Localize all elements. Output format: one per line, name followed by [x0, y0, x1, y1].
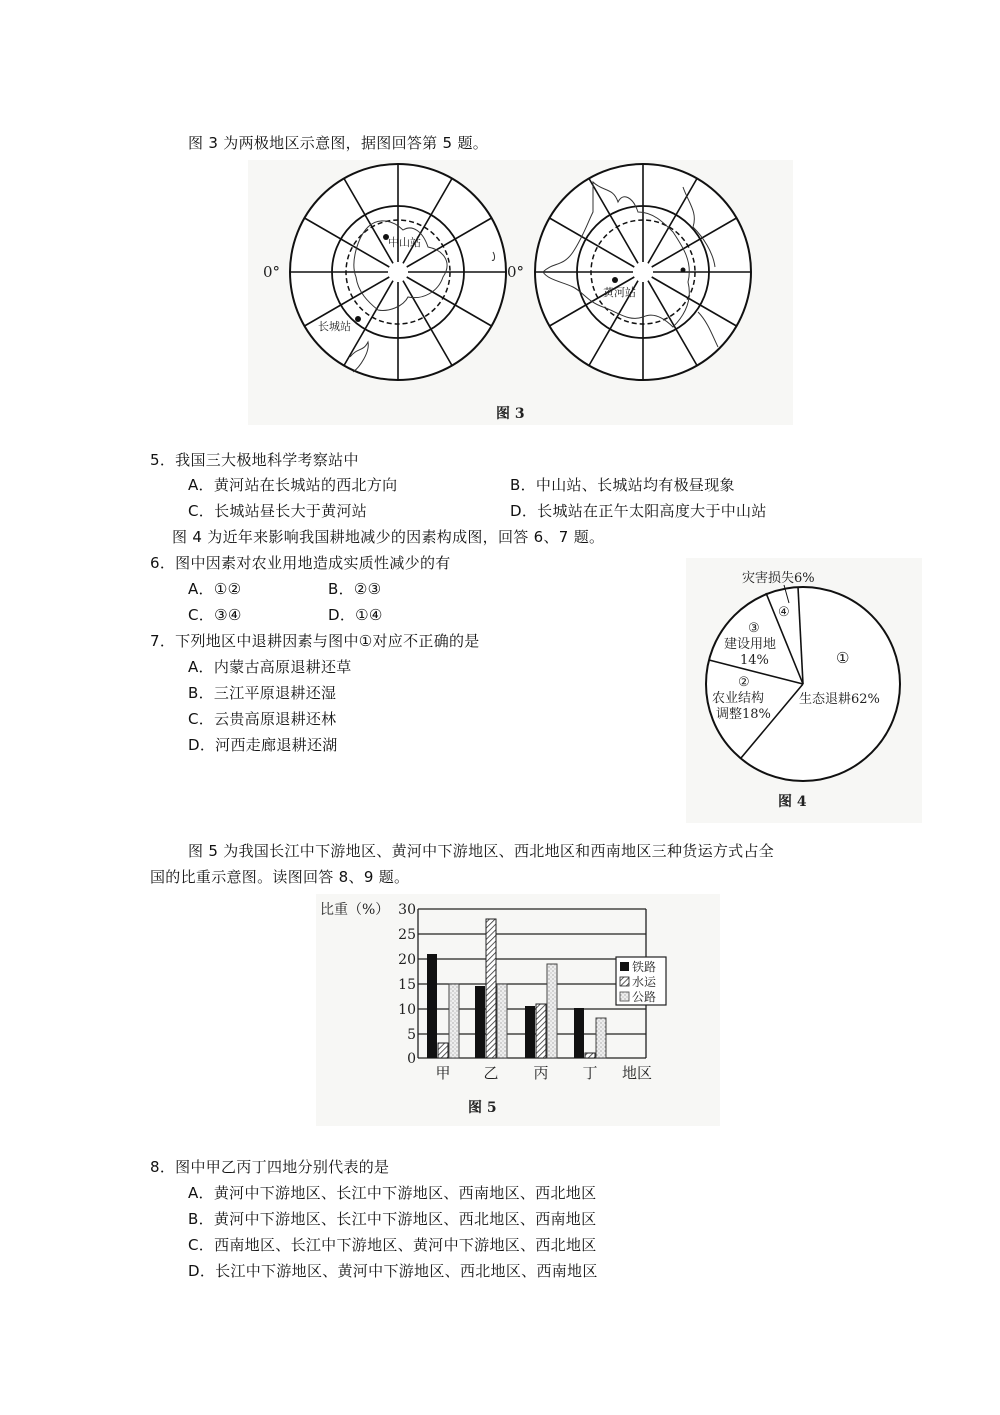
slice-3-number: ③: [748, 621, 760, 636]
y-axis-label: 比重（%）: [320, 902, 390, 918]
q8-option-d[interactable]: D．长江中下游地区、黄河中下游地区、西北地区、西南地区: [188, 1262, 598, 1280]
q6-option-b[interactable]: B．②③: [328, 580, 382, 598]
svg-text:5: 5: [407, 1027, 416, 1043]
fig5-intro-line2: 国的比重示意图。读图回答 8、9 题。: [150, 868, 410, 886]
slice-4-number: ④: [778, 605, 790, 620]
changcheng-station-marker: [355, 316, 361, 322]
q6-stem: 6．图中因素对农业用地造成实质性减少的有: [150, 554, 451, 572]
zero-meridian-label-left: 0°: [263, 263, 281, 281]
q5-option-d[interactable]: D．长城站在正午太阳高度大于中山站: [510, 502, 767, 520]
x-axis-labels: [435, 1064, 597, 1082]
figure-5: [316, 894, 720, 1126]
q7-option-b[interactable]: B．三江平原退耕还湿: [188, 684, 337, 702]
svg-text:30: 30: [398, 902, 416, 918]
q5-stem: 5．我国三大极地科学考察站中: [150, 451, 359, 469]
pie-chart: [686, 558, 922, 823]
q7-option-d[interactable]: D．河西走廊退耕还湖: [188, 736, 338, 754]
slice-4-label: 灾害损失6%: [742, 571, 815, 586]
q8-option-c[interactable]: C．西南地区、长江中下游地区、黄河中下游地区、西北地区: [188, 1236, 597, 1254]
q8-option-a[interactable]: A．黄河中下游地区、长江中下游地区、西南地区、西北地区: [188, 1184, 597, 1202]
slice-1-number: ①: [836, 649, 850, 667]
q5-option-a[interactable]: A．黄河站在长城站的西北方向: [188, 476, 398, 494]
slice-2-label-line1: 农业结构: [712, 691, 765, 706]
huanghe-station-marker: [612, 277, 618, 283]
figure-3-caption: 图 3: [496, 406, 525, 422]
svg-text:乙: 乙: [483, 1064, 499, 1082]
q7-option-c[interactable]: C．云贵高原退耕还林: [188, 710, 337, 728]
fig4-intro: 图 4 为近年来影响我国耕地减少的因素构成图，回答 6、7 题。: [172, 528, 605, 546]
svg-text:20: 20: [398, 952, 416, 968]
svg-text:25: 25: [398, 927, 416, 943]
slice-2-label-line2: 调整18%: [716, 707, 771, 722]
x-axis-label: 地区: [622, 1064, 653, 1082]
bar-chart: [316, 894, 720, 1126]
q6-option-a[interactable]: A．①②: [188, 580, 242, 598]
q7-option-a[interactable]: A．内蒙古高原退耕还草: [188, 658, 352, 676]
antarctic-map: [263, 164, 506, 380]
q8-option-b[interactable]: B．黄河中下游地区、长江中下游地区、西北地区、西南地区: [188, 1210, 597, 1228]
zero-meridian-label-right: 0°: [507, 263, 525, 281]
y-axis-ticks: [398, 902, 416, 1067]
bar-group-ding: [574, 1008, 606, 1058]
svg-text:丁: 丁: [582, 1064, 598, 1082]
q6-option-d[interactable]: D．①④: [328, 606, 383, 624]
svg-text:10: 10: [398, 1002, 416, 1018]
slice-1-label: 生态退耕62%: [799, 692, 880, 707]
bar-group-yi: [475, 919, 507, 1058]
q7-stem: 7．下列地区中退耕因素与图中①对应不正确的是: [150, 632, 480, 650]
q6-option-c[interactable]: C．③④: [188, 606, 242, 624]
arctic-map: [507, 164, 751, 380]
changcheng-station-label: 长城站: [318, 320, 351, 333]
q5-option-c[interactable]: C．长城站昼长大于黄河站: [188, 502, 368, 520]
svg-text:水运: 水运: [632, 975, 657, 989]
slice-3-label-line2: 14%: [740, 653, 769, 668]
svg-text:丙: 丙: [533, 1064, 549, 1082]
legend: [616, 957, 666, 1005]
map-dot: [681, 268, 686, 273]
figure-4-caption: 图 4: [778, 794, 807, 810]
bar-group-bing: [525, 964, 557, 1058]
figure-3: [248, 160, 793, 425]
slice-3-label-line1: 建设用地: [724, 637, 777, 652]
q5-option-b[interactable]: B．中山站、长城站均有极昼现象: [510, 476, 735, 494]
polar-maps: [248, 160, 793, 425]
fig3-intro: 图 3 为两极地区示意图，据图回答第 5 题。: [188, 134, 489, 152]
slice-2-number: ②: [738, 675, 750, 690]
bar-group-jia: [427, 954, 459, 1058]
svg-text:0: 0: [407, 1051, 416, 1067]
figure-5-caption: 图 5: [468, 1100, 497, 1116]
figure-4: [686, 558, 922, 823]
q8-stem: 8．图中甲乙丙丁四地分别代表的是: [150, 1158, 390, 1176]
huanghe-station-label: 黄河站: [603, 286, 636, 299]
svg-text:铁路: 铁路: [632, 960, 657, 974]
zhongshan-station-label: 中山站: [388, 236, 421, 249]
svg-text:甲: 甲: [435, 1064, 451, 1082]
svg-text:15: 15: [398, 977, 416, 993]
svg-text:公路: 公路: [632, 990, 657, 1004]
fig5-intro-line1: 图 5 为我国长江中下游地区、黄河中下游地区、西北地区和西南地区三种货运方式占全: [188, 842, 775, 860]
